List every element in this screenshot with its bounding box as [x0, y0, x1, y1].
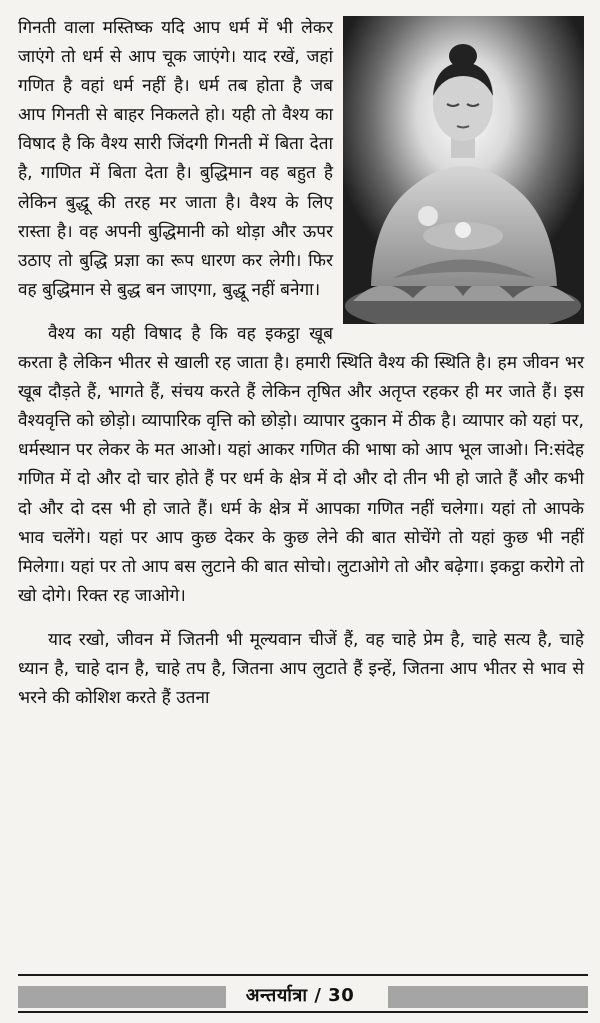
meditating-buddha-illustration — [343, 16, 584, 324]
page-footer — [0, 983, 600, 1007]
page-number: 30 — [328, 985, 355, 1006]
book-title: अन्तर्यात्रा — [245, 985, 308, 1006]
footer-separator: / — [314, 985, 322, 1006]
buddha-icon — [343, 16, 584, 324]
footer-rule-top — [18, 974, 588, 976]
paragraph-2: वैश्य का यही विषाद है कि वह इकट्ठा खूब करता है लेकिन भीतर से खाली रह जाता है। हमारी स्थिति वैश्य की स्थिति है। हम जीवन भर खूब दौड़ते हैं, भागते हैं, संचय करते हैं लेकिन तृषित और अतृप्त रहकर ही मर जाते हैं। इस वैश्यवृत्ति को छोड़ो। व्यापारिक वृत्ति को छोड़ो। व्यापार दुकान में ठीक है। व्यापार को यहां पर, धर्मस्थान पर लेकर के मत आओ। यहां आकर गणित की भाषा को आप भूल जाओ। नि:संदेह गणित में दो और दो चार होते हैं पर धर्म के क्षेत्र में दो और दो तीन भी हो जाते हैं और कभी दो और दो दस भी हो जाते हैं। धर्म के क्षेत्र में आपका गणित नहीं चलेगा। यहां तो आपके भाव चलेंगे। यहां पर आप कुछ देकर के कुछ लेने की बात सोचेंगे तो यहां कुछ भी नहीं मिलेगा। यहां पर तो आप बस लुटाने की बात सोचो। लुटाओगे तो और बढ़ेगा। इकट्ठा करोगे तो खो दोगे। रिक्त रह जाओगे। — [18, 323, 584, 606]
paragraph-1: गिनती वाला मस्तिष्क यदि आप धर्म में भी लेकर जाएंगे तो धर्म से आप चूक जाएंगे। याद रखें, जहां गणित है वहां धर्म नहीं है। धर्म तब होता है जब आप गिनती से बाहर निकलते हो। यही तो वैश्य का विषाद है कि वैश्य सारी जिंदगी गिनती में बिता देता है, गाणित में बिता देता है। बुद्धिमान वह बहुत है लेकिन बुद्धू की तरह मर जाता है। वैश्य के लिए रास्ता है। वह अपनी बुद्धिमानी को थोड़ा और ऊपर उठाए तो बुद्धि प्रज्ञा का रूप धारण कर लेगी। फिर वह बुद्धिमान से बुद्ध बन जाएगा, बुद्धू नहीं बनेगा। — [18, 18, 333, 300]
paragraph-3: याद रखो, जीवन में जितनी भी मूल्यवान चीजें हैं, वह चाहे प्रेम है, चाहे सत्य है, चाहे ध्यान है, चाहे दान है, चाहे तप है, जितना आप लुटाते हैं इन्हें, जितना आप भीतर से भाव से भरने की कोशिश करते हैं उतना — [18, 629, 584, 709]
footer-rule-bottom — [18, 1011, 588, 1013]
page-text — [18, 14, 584, 713]
